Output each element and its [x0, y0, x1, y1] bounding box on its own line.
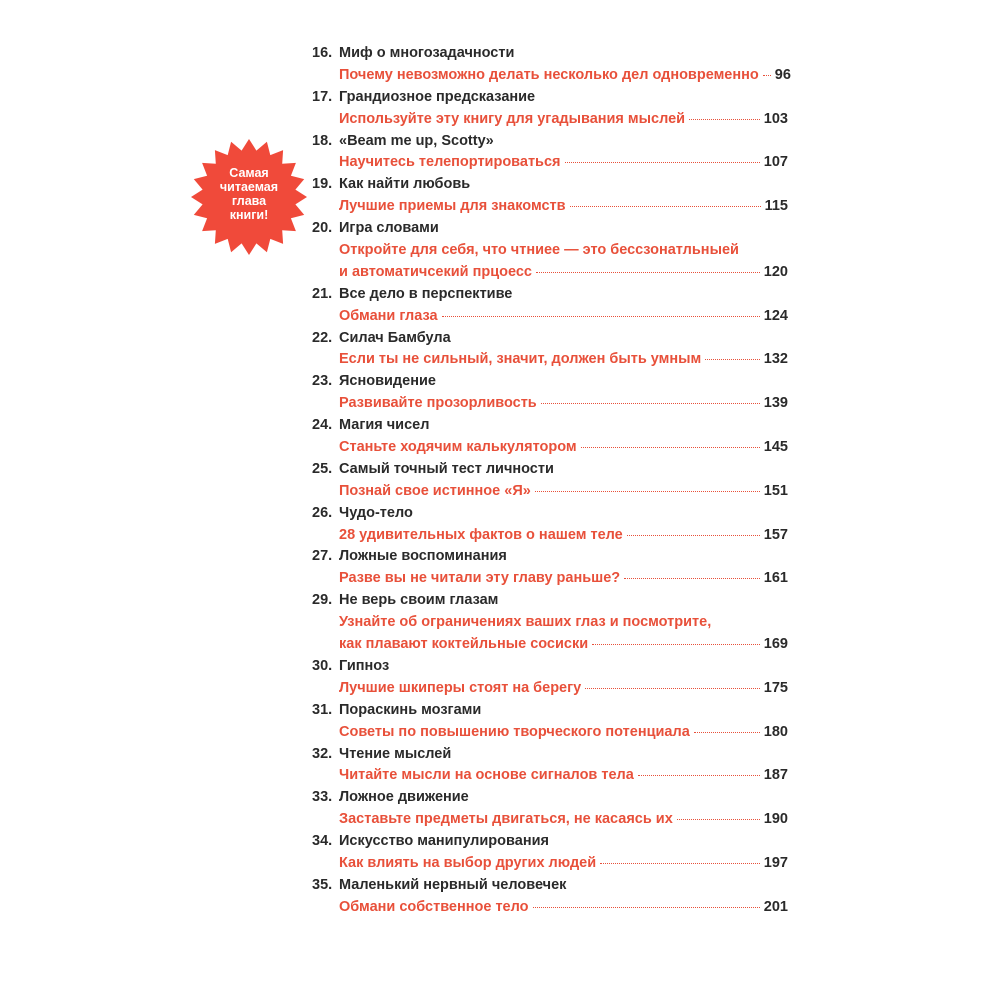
chapter-title: Магия чисел [339, 417, 430, 434]
chapter-subtitle-text: и автоматичсекий прцоесс [339, 263, 532, 280]
toc-entry [312, 658, 788, 702]
chapter-number: 22. [312, 329, 333, 346]
chapter-subtitle-text: Лучшие приемы для знакомств [339, 198, 566, 215]
chapter-number: 20. [312, 220, 333, 237]
chapter-heading [312, 220, 788, 242]
page-number: 151 [763, 482, 788, 499]
page-number: 96 [774, 66, 791, 83]
chapter-number: 27. [312, 548, 333, 565]
chapter-heading [312, 373, 788, 395]
dot-leader [541, 403, 760, 404]
toc-entry [312, 746, 788, 790]
chapter-title: Миф о многозадачности [339, 45, 515, 61]
chapter-subtitle [312, 308, 788, 330]
chapter-title: Игра словами [339, 220, 439, 237]
chapter-title: Чтение мыслей [339, 745, 452, 762]
chapter-number: 29. [312, 592, 333, 609]
chapter-subtitle-text: Обмани собственное тело [339, 898, 529, 915]
toc-entry [312, 373, 788, 417]
chapter-subtitle-text: Читайте мысли на основе сигналов тела [339, 767, 634, 784]
chapter-subtitle-text: Откройте для себя, что чтниее — это бессзонатльныей [339, 242, 739, 259]
chapter-title: Ложное движение [339, 789, 469, 806]
chapter-title: Ясновидение [339, 373, 436, 390]
dot-leader [600, 863, 760, 864]
chapter-heading [312, 658, 788, 680]
dot-leader [581, 447, 760, 448]
chapter-subtitle [312, 811, 788, 833]
page-number: 169 [763, 636, 788, 653]
chapter-heading [312, 833, 788, 855]
chapter-heading [312, 417, 788, 439]
toc-entry [312, 877, 788, 921]
toc-entry [312, 45, 791, 89]
dot-leader [677, 819, 760, 820]
toc-entry [312, 702, 788, 746]
page-number: 197 [763, 854, 788, 871]
page-number: 175 [763, 679, 788, 696]
chapter-heading [312, 89, 788, 111]
chapter-subtitle-text: Развивайте прозорливость [339, 395, 537, 412]
chapter-title: Искусство манипулирования [339, 833, 549, 850]
toc-entry [312, 133, 788, 177]
chapter-heading [312, 505, 788, 527]
dot-leader [592, 644, 760, 645]
chapter-number: 34. [312, 833, 333, 850]
page-number: 103 [763, 110, 788, 127]
chapter-subtitle-text: Узнайте об ограничениях ваших глаз и посмотрите, [339, 614, 712, 631]
chapter-heading [312, 877, 788, 899]
table-of-contents [312, 45, 791, 921]
dot-leader [763, 75, 771, 76]
chapter-subtitle-text: Обмани глаза [339, 307, 438, 324]
dot-leader [533, 907, 760, 908]
chapter-title: Как найти любовь [339, 176, 471, 193]
toc-entry [312, 505, 788, 549]
chapter-subtitle [312, 767, 788, 789]
chapter-subtitle-text: как плавают коктейльные сосиски [339, 636, 589, 653]
chapter-title: Грандиозное предсказание [339, 88, 536, 105]
chapter-heading [312, 548, 788, 570]
chapter-subtitle [312, 527, 788, 549]
chapter-number: 32. [312, 745, 333, 762]
page-number: 124 [763, 307, 788, 324]
chapter-subtitle-text: Используйте эту книгу для угадывания мыслей [339, 110, 686, 127]
page-number: 115 [764, 198, 788, 215]
chapter-subtitle-text: 28 удивительных фактов о нашем теле [339, 526, 623, 543]
chapter-number: 26. [312, 504, 333, 521]
chapter-title: Все дело в перспективе [339, 285, 513, 302]
page-number: 190 [763, 811, 788, 828]
badge-text [204, 166, 294, 222]
toc-entry [312, 220, 788, 286]
chapter-title: Ложные воспоминания [339, 548, 507, 565]
dot-leader [638, 775, 760, 776]
badge-line: Самая [229, 166, 269, 180]
chapter-number: 19. [312, 176, 333, 193]
chapter-subtitle [312, 855, 788, 877]
chapter-subtitle-text: Заставьте предметы двигаться, не касаясь их [339, 811, 673, 828]
dot-leader [536, 272, 760, 273]
toc-entry [312, 89, 788, 133]
chapter-number: 35. [312, 876, 333, 893]
chapter-heading [312, 789, 788, 811]
chapter-subtitle [312, 111, 788, 133]
chapter-subtitle [312, 483, 788, 505]
chapter-heading [312, 330, 788, 352]
chapter-subtitle-text: Почему невозможно делать несколько дел одновременно [339, 66, 759, 83]
chapter-subtitle [312, 242, 788, 264]
chapter-subtitle-text: Станьте ходячим калькулятором [339, 439, 577, 456]
badge-line: читаемая [219, 180, 279, 194]
chapter-subtitle [312, 614, 788, 636]
chapter-heading [312, 133, 788, 155]
dot-leader [442, 316, 760, 317]
chapter-subtitle [312, 198, 788, 220]
chapter-number: 17. [312, 88, 333, 105]
chapter-subtitle-text: Как влиять на выбор других людей [339, 854, 597, 871]
chapter-subtitle [312, 439, 788, 461]
chapter-number: 25. [312, 460, 333, 477]
page-number: 201 [763, 898, 788, 915]
toc-entry [312, 330, 788, 374]
chapter-subtitle-text: Советы по повышению творческого потенциала [339, 723, 690, 740]
dot-leader [627, 535, 760, 536]
chapter-number: 30. [312, 657, 333, 674]
page-number: 107 [763, 154, 788, 171]
chapter-subtitle [312, 724, 788, 746]
chapter-heading [312, 45, 788, 67]
dot-leader [535, 491, 760, 492]
chapter-heading [312, 702, 788, 724]
chapter-title: Не верь своим глазам [339, 592, 499, 609]
toc-entry [312, 789, 788, 833]
dot-leader [624, 578, 760, 579]
toc-entry [312, 548, 788, 592]
chapter-subtitle-text: Если ты не сильный, значит, должен быть умным [339, 351, 702, 368]
dot-leader [689, 119, 760, 120]
toc-entry [312, 417, 788, 461]
page-number: 132 [763, 351, 788, 368]
toc-entry [312, 592, 788, 658]
page-number: 120 [763, 263, 788, 280]
badge-line: книги! [229, 208, 269, 222]
chapter-heading [312, 461, 788, 483]
badge-line: глава [231, 194, 267, 208]
chapter-subtitle [312, 351, 788, 373]
dot-leader [705, 359, 760, 360]
chapter-subtitle [312, 899, 788, 921]
chapter-subtitle [312, 636, 788, 658]
chapter-number: 23. [312, 373, 333, 390]
chapter-subtitle [312, 264, 788, 286]
chapter-title: Гипноз [339, 657, 390, 674]
chapter-number: 24. [312, 417, 333, 434]
chapter-subtitle-text: Лучшие шкиперы стоят на берегу [339, 679, 582, 696]
chapter-title: Пораскинь мозгами [339, 701, 482, 718]
chapter-title: Силач Бамбула [339, 329, 451, 346]
chapter-number: 33. [312, 789, 333, 806]
chapter-title: Маленький нервный человечек [339, 876, 567, 893]
chapter-subtitle-text: Познай свое истинное «Я» [339, 482, 531, 499]
chapter-title: Чудо-тело [339, 504, 413, 521]
chapter-heading [312, 286, 788, 308]
toc-entry [312, 461, 788, 505]
starburst-badge [190, 138, 308, 256]
chapter-subtitle [312, 395, 788, 417]
chapter-subtitle [312, 570, 788, 592]
chapter-title: Самый точный тест личности [339, 460, 554, 477]
page-number: 187 [763, 767, 788, 784]
chapter-subtitle [312, 154, 788, 176]
chapter-subtitle-text: Разве вы не читали эту главу раньше? [339, 570, 621, 587]
toc-entry [312, 833, 788, 877]
page-number: 161 [763, 570, 788, 587]
page-number: 180 [763, 723, 788, 740]
chapter-subtitle [312, 680, 788, 702]
dot-leader [694, 732, 760, 733]
page-number: 145 [763, 439, 788, 456]
toc-entry [312, 286, 788, 330]
chapter-subtitle-text: Научитесь телепортироваться [339, 154, 561, 171]
chapter-number: 16. [312, 45, 333, 61]
dot-leader [565, 162, 760, 163]
chapter-number: 21. [312, 285, 333, 302]
chapter-heading [312, 592, 788, 614]
chapter-heading [312, 176, 788, 198]
chapter-heading [312, 746, 788, 768]
chapter-number: 18. [312, 132, 333, 149]
toc-entry [312, 176, 788, 220]
dot-leader [570, 206, 761, 207]
chapter-title: «Beam me up, Scotty» [339, 132, 494, 149]
dot-leader [585, 688, 760, 689]
page-number: 157 [763, 526, 788, 543]
chapter-subtitle [312, 66, 791, 89]
chapter-number: 31. [312, 701, 333, 718]
page-number: 139 [763, 395, 788, 412]
